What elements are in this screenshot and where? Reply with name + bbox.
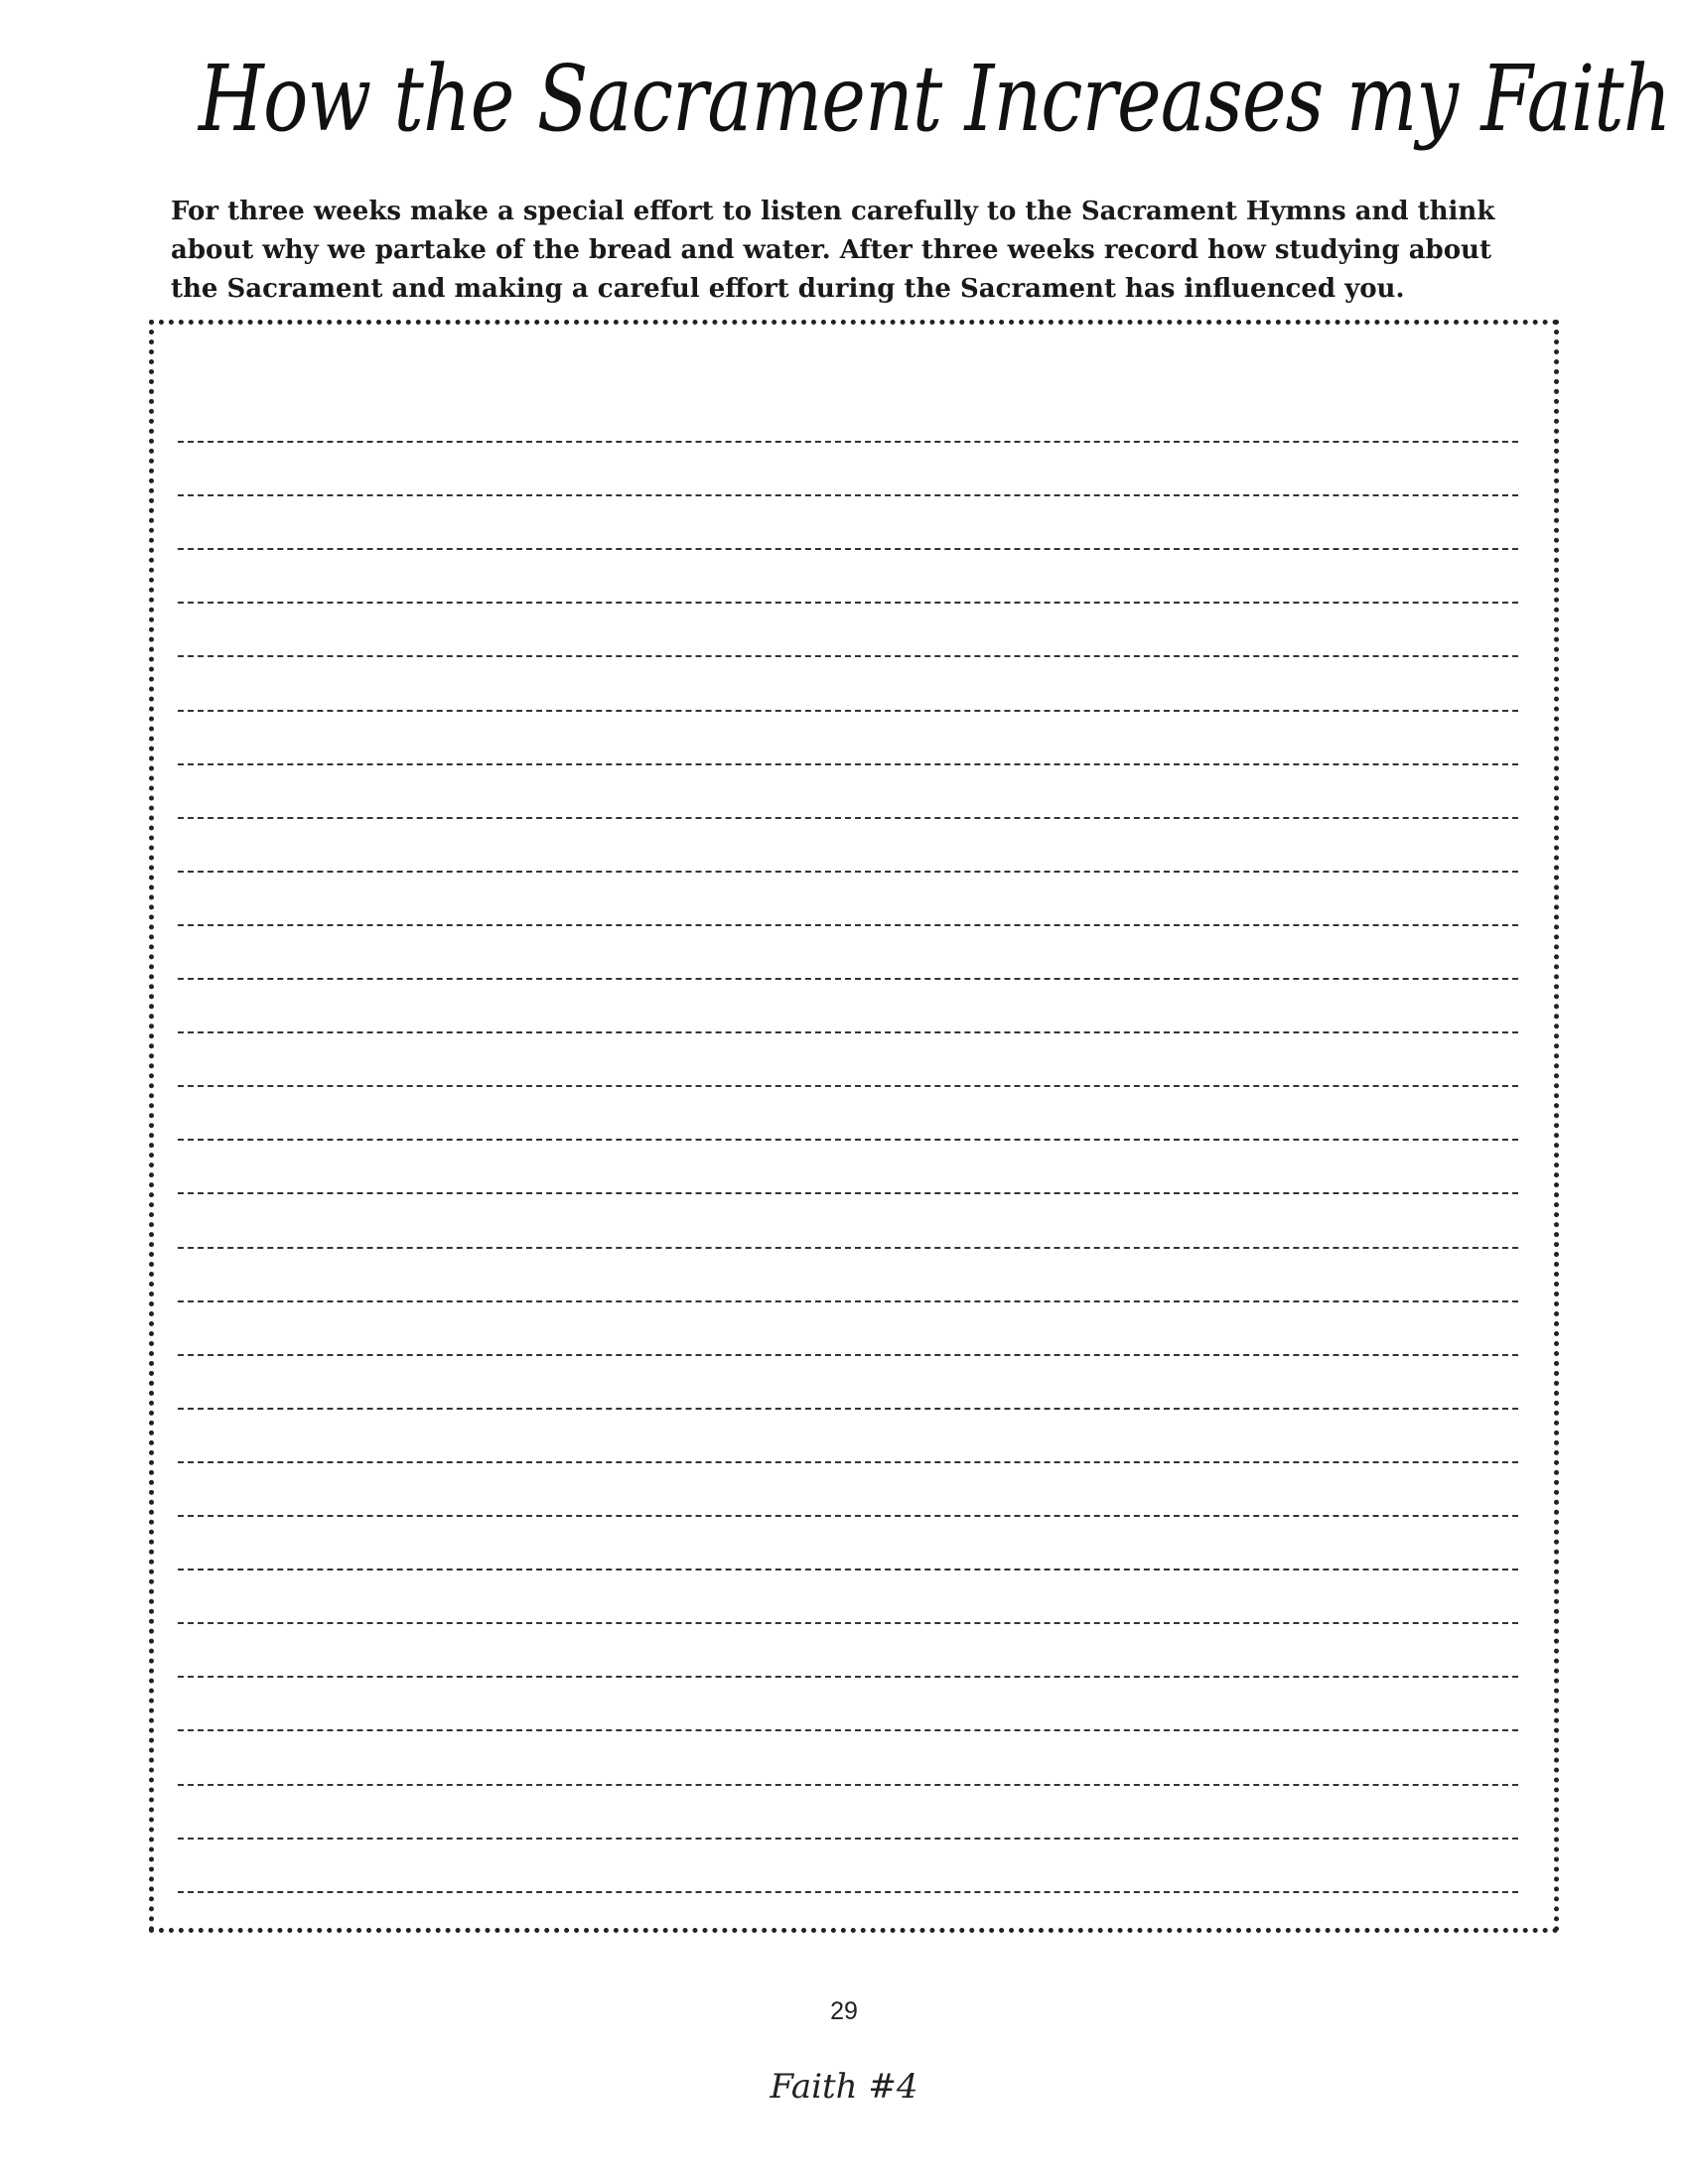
section-label: Faith #4 — [770, 2067, 918, 2107]
writing-line — [178, 1354, 1518, 1356]
writing-line — [178, 817, 1518, 819]
writing-line — [178, 1891, 1518, 1893]
writing-line — [178, 1622, 1518, 1624]
instructions-text: For three weeks make a special effort to listen carefully to the Sacrament Hymns and think about why we partake of the bread and water. After three weeks record how studying about the Sacrament and making a careful effort during the Sacrament has influenced you. — [171, 197, 1495, 304]
writing-line — [178, 710, 1518, 712]
writing-line — [178, 602, 1518, 604]
writing-line — [178, 1031, 1518, 1033]
writing-line — [178, 1676, 1518, 1678]
writing-line — [178, 1192, 1518, 1194]
writing-line — [178, 1569, 1518, 1570]
writing-line — [178, 1461, 1518, 1463]
writing-line — [178, 871, 1518, 873]
writing-line — [178, 441, 1518, 443]
writing-line — [178, 1729, 1518, 1731]
writing-line — [178, 1838, 1518, 1840]
writing-line — [178, 1408, 1518, 1410]
writing-line — [178, 548, 1518, 550]
page-number: 29 — [830, 1997, 858, 2025]
writing-line — [178, 924, 1518, 926]
writing-line — [178, 1247, 1518, 1249]
writing-line — [178, 763, 1518, 765]
writing-line — [178, 978, 1518, 980]
writing-line — [178, 1784, 1518, 1786]
writing-line — [178, 1300, 1518, 1302]
writing-line — [178, 655, 1518, 657]
writing-area-box[interactable] — [149, 320, 1559, 1933]
writing-line — [178, 1085, 1518, 1087]
writing-line — [178, 494, 1518, 496]
writing-line — [178, 1515, 1518, 1517]
page-title: How the Sacrament Increases my Faith — [199, 46, 1671, 152]
writing-line — [178, 1139, 1518, 1141]
